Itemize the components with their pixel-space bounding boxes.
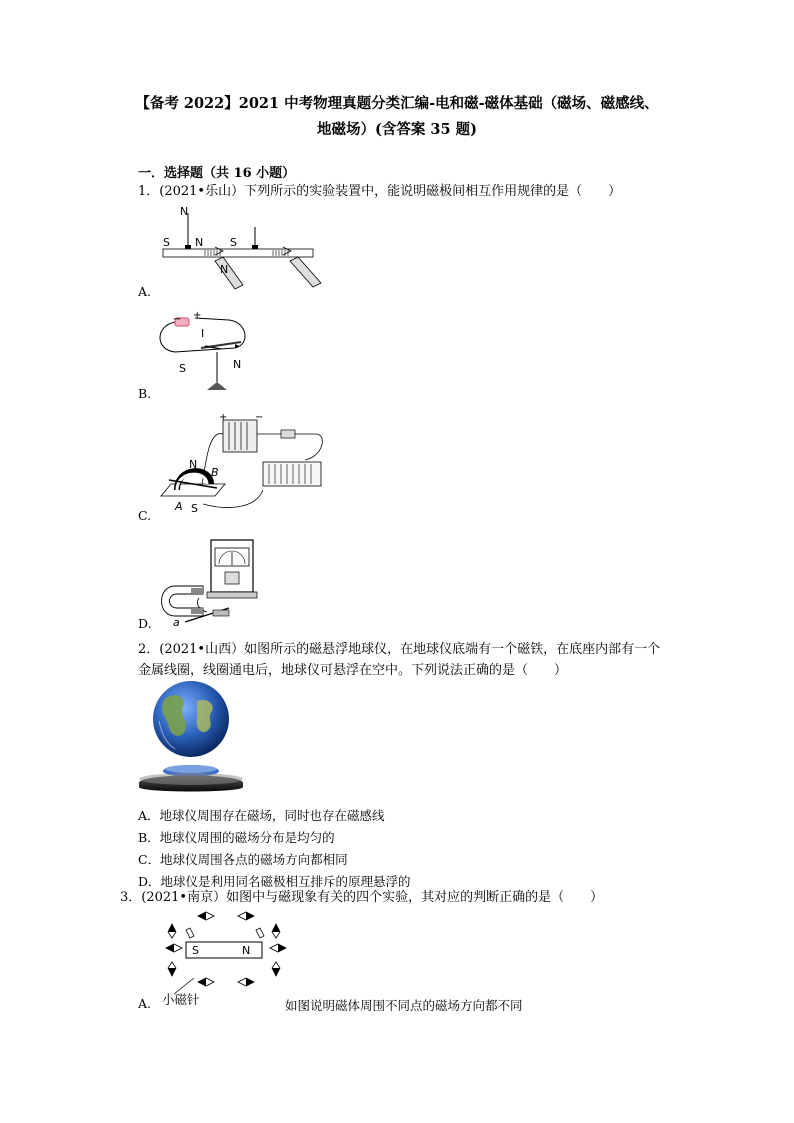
fig1a-label-n-top: N: [180, 205, 189, 218]
question-3-option-a[interactable]: A.: [138, 996, 152, 1011]
fig1c-label-s: S: [191, 502, 198, 515]
section-heading: 一．选择题（共 16 小题）: [138, 166, 296, 181]
fig3-magnet-n: N: [242, 944, 251, 957]
svg-text:+: +: [193, 310, 202, 321]
fig1a-label-n-left: N: [195, 236, 204, 249]
question-2-stem-line2: 金属线圈，线圈通电后，地球仪可悬浮在空中。下列说法正确的是（ ）: [138, 663, 568, 678]
fig1c-label-a: A: [175, 500, 183, 513]
document-title-line2: 地磁场）(含答案 35 题): [317, 121, 477, 138]
question-2-option-d[interactable]: D．地球仪是利用同名磁极相互排斥的原理悬浮的: [138, 874, 411, 889]
question-1-stem: 1．(2021•乐山）下列所示的实验装置中，能说明磁极间相互作用规律的是（ ）: [138, 184, 622, 199]
svg-text:−: −: [173, 314, 182, 325]
figure-1d-galvanometer-magnet: [155, 538, 265, 628]
fig1a-label-s-left: S: [163, 236, 170, 249]
svg-text:+: +: [219, 414, 228, 423]
question-2-option-a[interactable]: A．地球仪周围存在磁场，同时也存在磁感线: [138, 808, 385, 823]
figure-1a-compass-magnets: [155, 203, 335, 295]
question-3-option-a-text: 如图说明磁体周围不同点的磁场方向都不同: [285, 998, 523, 1013]
fig1b-label-s: S: [179, 362, 186, 375]
question-2-option-b[interactable]: B．地球仪周围的磁场分布是均匀的: [138, 830, 335, 845]
question-1-option-a[interactable]: A.: [138, 284, 152, 299]
figure-3-bar-magnet-compasses: [160, 910, 300, 994]
fig1a-label-n-bottom: N: [220, 263, 229, 276]
fig1c-label-b: B: [211, 466, 219, 479]
question-1-option-d[interactable]: D.: [138, 616, 152, 631]
figure-1c-magnet-rail-circuit: [155, 414, 335, 516]
figure-2-maglev-globe: [135, 681, 250, 793]
question-3-figure-caption: 小磁针: [162, 992, 200, 1007]
fig3-magnet-s: S: [192, 944, 199, 957]
figure-1b-current-compass: [155, 308, 255, 394]
fig1b-label-n: N: [233, 358, 242, 371]
question-1-option-c[interactable]: C.: [138, 508, 152, 523]
fig1d-label-a: a: [173, 616, 180, 628]
question-2-option-c[interactable]: C．地球仪周围各点的磁场方向都相同: [138, 852, 348, 867]
fig1c-label-n: N: [189, 458, 198, 471]
fig1b-label-current: I: [201, 327, 205, 340]
fig1a-label-s-right: S: [230, 236, 237, 249]
question-3-stem: 3．(2021•南京）如图中与磁现象有关的四个实验，其对应的判断正确的是（ ）: [120, 890, 604, 905]
svg-text:−: −: [255, 414, 264, 423]
question-2-stem-line1: 2．(2021•山西）如图所示的磁悬浮地球仪，在地球仪底端有一个磁铁，在底座内部有一个: [138, 642, 661, 657]
document-title-line1: 【备考 2022】2021 中考物理真题分类汇编-电和磁-磁体基础（磁场、磁感线、: [135, 95, 659, 112]
question-1-option-b[interactable]: B.: [138, 386, 152, 401]
